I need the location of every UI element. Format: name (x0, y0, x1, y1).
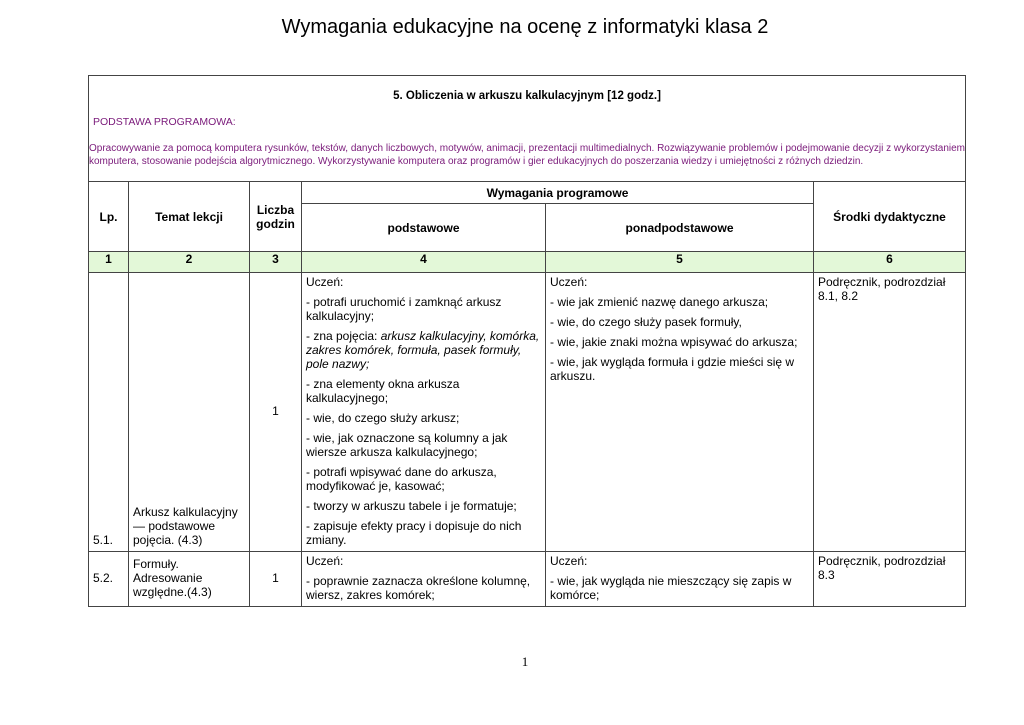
requirement-item (306, 411, 541, 425)
advanced-requirements (546, 273, 814, 552)
requirement-text: - zna pojęcia: (306, 329, 381, 343)
header-podstawowe: podstawowe (302, 204, 546, 252)
column-number: 5 (546, 252, 814, 273)
requirements-table (88, 75, 966, 607)
requirement-text: Uczeń: (306, 275, 344, 289)
podstawa-label: PODSTAWA PROGRAMOWA: (93, 116, 236, 128)
lesson-topic: Arkusz kalkulacyjny — podstawowe pojęcia. (4.3) (129, 273, 250, 552)
lesson-number: 5.2. (89, 552, 129, 607)
header-lp: Lp. (89, 182, 129, 252)
advanced-requirements (546, 552, 814, 607)
requirement-item: Uczeń: (550, 554, 588, 568)
section-intro-row (89, 76, 966, 182)
lesson-hours: 1 (250, 273, 302, 552)
section-intro-cell (89, 76, 966, 182)
requirement-item (306, 275, 541, 289)
podstawa-text: Opracowywanie za pomocą komputera rysunków, tekstów, danych liczbowych, motywów, animacji, prezentacji multimedialnych. Rozwiązywanie problemów i podejmowanie decyzji z wykorzystaniem komputera, stosowanie podejścia algorytmicznego. Wykorzystywanie komputera oraz programów i gier edukacyjnych do poszerzania wiedzy i umiejętności z różnych dziedzin. (89, 143, 966, 167)
column-number: 3 (250, 252, 302, 273)
column-number: 6 (814, 252, 966, 273)
basic-requirements (302, 273, 546, 552)
column-number: 2 (129, 252, 250, 273)
column-number: 4 (302, 252, 546, 273)
requirement-item: - wie, do czego służy pasek formuły, (550, 315, 742, 329)
header-wymagania: Wymagania programowe (302, 182, 814, 204)
column-numbers-row (89, 252, 966, 273)
table-row (89, 273, 966, 552)
header-ponadpodstawowe: ponadpodstawowe (546, 204, 814, 252)
requirement-item: - wie, jak wygląda nie mieszczący się zapis w komórce; (550, 574, 792, 602)
requirement-item (306, 377, 541, 405)
header-srodki: Środki dydaktyczne (814, 182, 966, 252)
requirement-text: - poprawnie zaznacza określone kolumnę, wiersz, zakres komórek; (306, 574, 531, 602)
requirement-text: - zna elementy okna arkusza kalkulacyjnego; (306, 377, 460, 405)
requirement-item (306, 499, 541, 513)
table-row (89, 552, 966, 607)
basic-requirements (302, 552, 546, 607)
section-heading: 5. Obliczenia w arkuszu kalkulacyjnym [12 godz.] (393, 90, 661, 102)
requirement-item: - wie, jakie znaki można wpisywać do arkusza; (550, 335, 798, 349)
requirement-item (306, 329, 541, 371)
teaching-aids: Podręcznik, podrozdział 8.3 (814, 552, 966, 607)
requirement-text: - potrafi uruchomić i zamknąć arkusz kalkulacyjny; (306, 295, 502, 323)
requirement-item (306, 519, 541, 547)
lesson-topic: Formuły. Adresowanie względne.(4.3) (129, 552, 250, 607)
requirement-item (306, 554, 541, 568)
requirement-item: - wie jak zmienić nazwę danego arkusza; (550, 295, 769, 309)
requirement-item: - wie, jak wygląda formuła i gdzie mieści się w arkuszu. (550, 355, 795, 383)
header-temat: Temat lekcji (129, 182, 250, 252)
teaching-aids: Podręcznik, podrozdział 8.1, 8.2 (814, 273, 966, 552)
page-title: Wymagania edukacyjne na ocenę z informatyki klasa 2 (281, 16, 769, 38)
requirement-item (306, 295, 541, 323)
requirement-text: - wie, jak oznaczone są kolumny a jak wiersze arkusza kalkulacyjnego; (306, 431, 508, 459)
requirement-item: Uczeń: (550, 275, 588, 289)
requirement-text: Uczeń: (306, 554, 344, 568)
lesson-number: 5.1. (89, 273, 129, 552)
requirement-item (306, 431, 541, 459)
requirement-text: - zapisuje efekty pracy i dopisuje do nich zmiany. (306, 519, 522, 547)
requirement-text: - potrafi wpisywać dane do arkusza, modyfikować je, kasować; (306, 465, 497, 493)
requirement-item (306, 574, 541, 602)
requirement-text: - wie, do czego służy arkusz; (306, 411, 460, 425)
header-liczba-godzin: Liczba godzin (250, 182, 302, 252)
page-number: 1 (521, 654, 529, 669)
requirement-text: arkusz kalkulacyjny, komórka, zakres komórek, formuła, pasek formuły, pole nazwy; (306, 329, 540, 371)
requirement-item (306, 465, 541, 493)
header-row-top (89, 182, 966, 204)
column-number: 1 (89, 252, 129, 273)
requirement-text: - tworzy w arkuszu tabele i je formatuje; (306, 499, 517, 513)
lesson-rows (89, 273, 966, 607)
lesson-hours: 1 (250, 552, 302, 607)
